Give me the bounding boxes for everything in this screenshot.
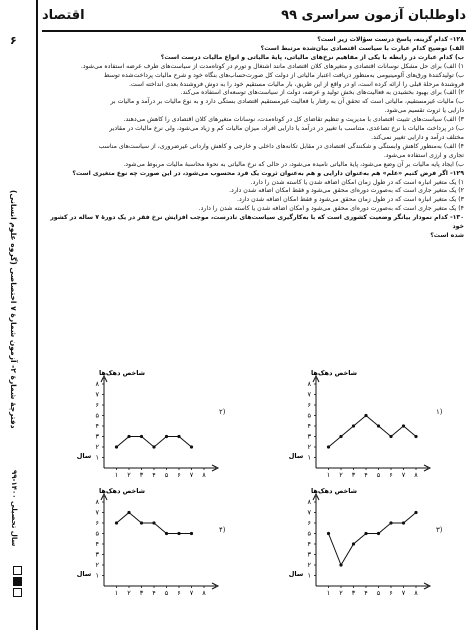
- x-tick-label: ۷: [401, 589, 406, 597]
- x-tick-label: ۷: [189, 471, 194, 479]
- marker-square: [13, 588, 22, 597]
- option-line: ب) تولیدکنندۀ ورق‌های آلومینیومی به‌منظور دریافت اعتبار مالیاتی از دولت کل صورت‌حساب‌های بنگاه خود و شرح مالیات پرداخت‌شده توسط: [103, 71, 464, 79]
- y-tick-label: ۲: [95, 443, 99, 452]
- marker-square: [13, 566, 22, 575]
- y-tick-label: ۵: [95, 411, 99, 420]
- x-tick-label: ۳: [351, 471, 356, 479]
- x-tick-label: ۸: [202, 589, 206, 597]
- header-rule: [42, 30, 466, 32]
- data-point: [140, 521, 143, 524]
- x-tick-label: ۵: [164, 589, 169, 597]
- data-point: [339, 563, 342, 566]
- x-tick-label: ۷: [401, 471, 406, 479]
- y-tick-label: ۷: [307, 390, 311, 399]
- data-point: [377, 424, 380, 427]
- option-line: ۳) الف) سیاست‌های تثبیت اقتصادی با مدیریت و تنظیم تقاضای کل در کوتاه‌مدت، نوسانات متغیرهای کلان اقتصادی را کاهش می‌دهند.: [123, 116, 464, 124]
- question-line: ۱۲۹- اگر فرض کنیم «علم» هم به‌عنوان دارایی و هم به‌عنوان ثروت یک فرد محسوب می‌شود، در این صورت چه نوع متغیری است؟: [72, 169, 464, 177]
- data-point: [152, 445, 155, 448]
- x-tick-label: ۴: [152, 471, 156, 479]
- option-line: ۲) یک متغیر جاری است که به‌صورت دوره‌ای محقق می‌شود و فقط امکان اضافه شدن دارد.: [229, 187, 464, 195]
- x-axis-label: سال: [288, 570, 304, 578]
- option-line: ۱) یک متغیر انباره است که در طول زمان امکان اضافه شدن یا کاسته شدن را دارد.: [250, 178, 464, 186]
- data-point: [127, 511, 130, 514]
- page-header: [42, 8, 466, 28]
- data-point: [115, 521, 118, 524]
- y-axis-label: شاخص دهک‌ها: [310, 487, 358, 495]
- option-line: ۲) الف) برای بهبود بخشیدن به فعالیت‌های بخش تولید و عرضه، دولت از سیاست‌های توسعه‌ای استفاده می‌کند.: [180, 89, 464, 97]
- subquestion-line: الف) توضیح کدام عبارت با سیاست اقتصادی بیان‌شده مرتبط است؟: [260, 44, 464, 52]
- data-point: [414, 511, 417, 514]
- y-tick-label: ۶: [307, 519, 311, 528]
- chart-option-3: [256, 486, 443, 601]
- data-point: [339, 435, 342, 438]
- x-tick-label: ۱: [326, 471, 331, 479]
- x-tick-label: ۵: [376, 471, 381, 479]
- y-tick-label: ۱: [95, 571, 99, 580]
- question-line: ۱۲۸- کدام گزینه، پاسخ درست سؤالات زیر است؟: [317, 36, 464, 43]
- line-chart: [44, 486, 219, 601]
- line-chart: [256, 368, 431, 483]
- chart-option-4: [44, 486, 226, 601]
- data-point: [402, 521, 405, 524]
- y-tick-label: ۲: [95, 561, 99, 570]
- data-point: [140, 435, 143, 438]
- booklet-caption-text: دفترچۀ شمارۀ ۲- آزمون شمارۀ ۷ اختصاصی (گروه علوم انسانی): [9, 190, 18, 429]
- y-tick-label: ۶: [95, 401, 99, 410]
- option-line: ۳) یک متغیر انباره است که در طول زمان محقق می‌شود و فقط امکان اضافه شدن دارد.: [236, 196, 464, 204]
- x-tick-label: ۱: [114, 589, 119, 597]
- y-tick-label: ۶: [95, 519, 99, 528]
- y-tick-label: ۱: [95, 453, 99, 462]
- data-point: [352, 542, 355, 545]
- x-axis-label: سال: [76, 452, 92, 460]
- x-tick-label: ۵: [164, 471, 169, 479]
- x-tick-label: ۲: [127, 471, 131, 479]
- x-tick-label: ۳: [351, 589, 356, 597]
- y-tick-label: ۸: [307, 380, 311, 389]
- y-axis-label: شاخص دهک‌ها: [98, 369, 146, 377]
- option-number: ۳): [436, 526, 443, 534]
- y-tick-label: ۸: [307, 498, 311, 507]
- x-tick-label: ۳: [139, 589, 144, 597]
- x-tick-label: ۸: [202, 471, 206, 479]
- data-point: [177, 435, 180, 438]
- y-tick-label: ۳: [95, 432, 99, 441]
- x-tick-label: ۳: [139, 471, 144, 479]
- line-chart: [256, 486, 431, 601]
- header-subject: اقتصاد: [42, 8, 85, 23]
- data-point: [414, 435, 417, 438]
- y-axis-label: شاخص دهک‌ها: [98, 487, 146, 495]
- data-point: [327, 445, 330, 448]
- y-axis-label: شاخص دهک‌ها: [310, 369, 358, 377]
- page-number: ۶: [10, 34, 17, 47]
- series-line: [329, 513, 417, 566]
- option-line: ۱) الف) برای حل مشکل نوسانات اقتصادی و متغیرهای کلان اقتصادی مانند اشتغال و تورم در کوتاه‌مدت از سیاست‌های طرف عرضه استفاده می‌شود.: [80, 62, 464, 70]
- y-tick-label: ۷: [95, 508, 99, 517]
- chart-option-1: [256, 368, 443, 483]
- y-tick-label: ۶: [307, 401, 311, 410]
- option-line: مختلف درآمد و دارایی تغییر نمی‌کند.: [371, 133, 464, 141]
- y-tick-label: ۴: [307, 422, 311, 431]
- y-tick-label: ۴: [95, 540, 99, 549]
- x-tick-label: ۴: [364, 589, 368, 597]
- option-line: فروشندۀ مرحلۀ قبلی را ارائه کرده است، او در واقع از این طریق، بار مالیات مستقیم خود را به دوش فروشندۀ بعدی انداخته است.: [128, 80, 464, 88]
- y-tick-label: ۱: [307, 453, 311, 462]
- option-number: ۲): [219, 408, 226, 416]
- data-point: [364, 532, 367, 535]
- option-line: ب) مالیات غیرمستقیم، مالیاتی است که تحقق آن به رفتار یا فعالیت غیرمستقیم اقتصادی بستگی دارد و به نوع مالیات بر درآمد و مالیات بر: [110, 98, 464, 106]
- x-tick-label: ۴: [152, 589, 156, 597]
- x-tick-label: ۴: [364, 471, 368, 479]
- option-number: ۱): [436, 408, 443, 416]
- x-tick-label: ۲: [127, 589, 131, 597]
- x-tick-label: ۲: [339, 471, 343, 479]
- x-tick-label: ۸: [414, 471, 418, 479]
- subquestion-line: ب) کدام عبارت در رابطه با یکی از مفاهیم نرخ‌های مالیاتی، پایۀ مالیاتی و انواع مالیات درست است؟: [160, 53, 464, 61]
- chart-option-2: [44, 368, 226, 483]
- option-line: ب) در پرداخت مالیات با نرخ تصاعدی، متناسب با تغییر در درآمد یا دارایی افراد، میزان مالیات کم و زیاد می‌شود، ولی نرخ مالیات در مقادیر: [109, 125, 464, 133]
- y-tick-label: ۳: [307, 550, 311, 559]
- data-point: [127, 435, 130, 438]
- x-tick-label: ۸: [414, 589, 418, 597]
- y-tick-label: ۱: [307, 571, 311, 580]
- data-point: [190, 532, 193, 535]
- y-tick-label: ۲: [307, 443, 311, 452]
- data-point: [377, 532, 380, 535]
- data-point: [352, 424, 355, 427]
- data-point: [389, 435, 392, 438]
- data-point: [190, 445, 193, 448]
- side-strip: [0, 0, 38, 630]
- data-point: [389, 521, 392, 524]
- x-tick-label: ۵: [376, 589, 381, 597]
- option-line: ۴) یک متغیر جاری است که به‌صورت دوره‌ای محقق می‌شود و امکان اضافه شدن یا کاسته شدن را دارد.: [198, 205, 464, 213]
- y-tick-label: ۵: [307, 529, 311, 538]
- question-text: [44, 36, 464, 241]
- marker-square: [13, 577, 22, 586]
- x-tick-label: ۷: [189, 589, 194, 597]
- x-tick-label: ۶: [389, 589, 393, 597]
- data-point: [152, 521, 155, 524]
- y-tick-label: ۴: [95, 422, 99, 431]
- data-point: [177, 532, 180, 535]
- header-title: داوطلبان آزمون سراسری ۹۹: [281, 8, 466, 23]
- data-point: [165, 532, 168, 535]
- option-line: ب) ایجاد پایه مالیات بر آن وضع می‌شود، پایۀ مالیاتی نامیده می‌شود، در حالی که نرخ مالیاتی به نحوۀ محاسبۀ مالیات مربوط می‌شود.: [123, 160, 464, 168]
- x-tick-label: ۶: [177, 471, 181, 479]
- option-line: دارایی یا ثروت تقسیم می‌شود.: [384, 107, 464, 115]
- option-line: ۴) الف) به‌منظور کاهش وابستگی و شکنندگی اقتصادی در مقابل تکانه‌های داخلی و خارجی و کاهش وارداتی غیرضروری، از سیاست‌های مناسب: [98, 142, 464, 150]
- option-line: تجاری و ارزی استفاده می‌شود.: [383, 151, 464, 159]
- x-tick-label: ۶: [177, 589, 181, 597]
- y-tick-label: ۷: [95, 390, 99, 399]
- data-point: [364, 414, 367, 417]
- data-point: [402, 424, 405, 427]
- y-tick-label: ۳: [307, 432, 311, 441]
- school-year-text: سال تحصیلی ۱۴۰۰-۹۹: [10, 470, 18, 547]
- question-line: شده است؟: [430, 231, 464, 239]
- y-tick-label: ۲: [307, 561, 311, 570]
- data-point: [327, 532, 330, 535]
- series-line: [329, 416, 417, 448]
- x-tick-label: ۱: [326, 589, 331, 597]
- question-line: ۱۳۰- کدام نمودار بیانگر وضعیت کشوری است که با به‌کارگیری سیاست‌های نادرست، موجب افزایش نرخ فقر در یک دورۀ ۷ ساله در کشور خود: [50, 214, 464, 231]
- y-tick-label: ۳: [95, 550, 99, 559]
- x-axis-label: سال: [288, 452, 304, 460]
- data-point: [115, 445, 118, 448]
- y-tick-label: ۵: [307, 411, 311, 420]
- y-tick-label: ۷: [307, 508, 311, 517]
- y-tick-label: ۸: [95, 380, 99, 389]
- y-tick-label: ۴: [307, 540, 311, 549]
- x-tick-label: ۶: [389, 471, 393, 479]
- line-chart: [44, 368, 219, 483]
- x-tick-label: ۱: [114, 471, 119, 479]
- x-tick-label: ۲: [339, 589, 343, 597]
- y-tick-label: ۸: [95, 498, 99, 507]
- x-axis-label: سال: [76, 570, 92, 578]
- data-point: [165, 435, 168, 438]
- option-number: ۴): [219, 526, 226, 534]
- y-tick-label: ۵: [95, 529, 99, 538]
